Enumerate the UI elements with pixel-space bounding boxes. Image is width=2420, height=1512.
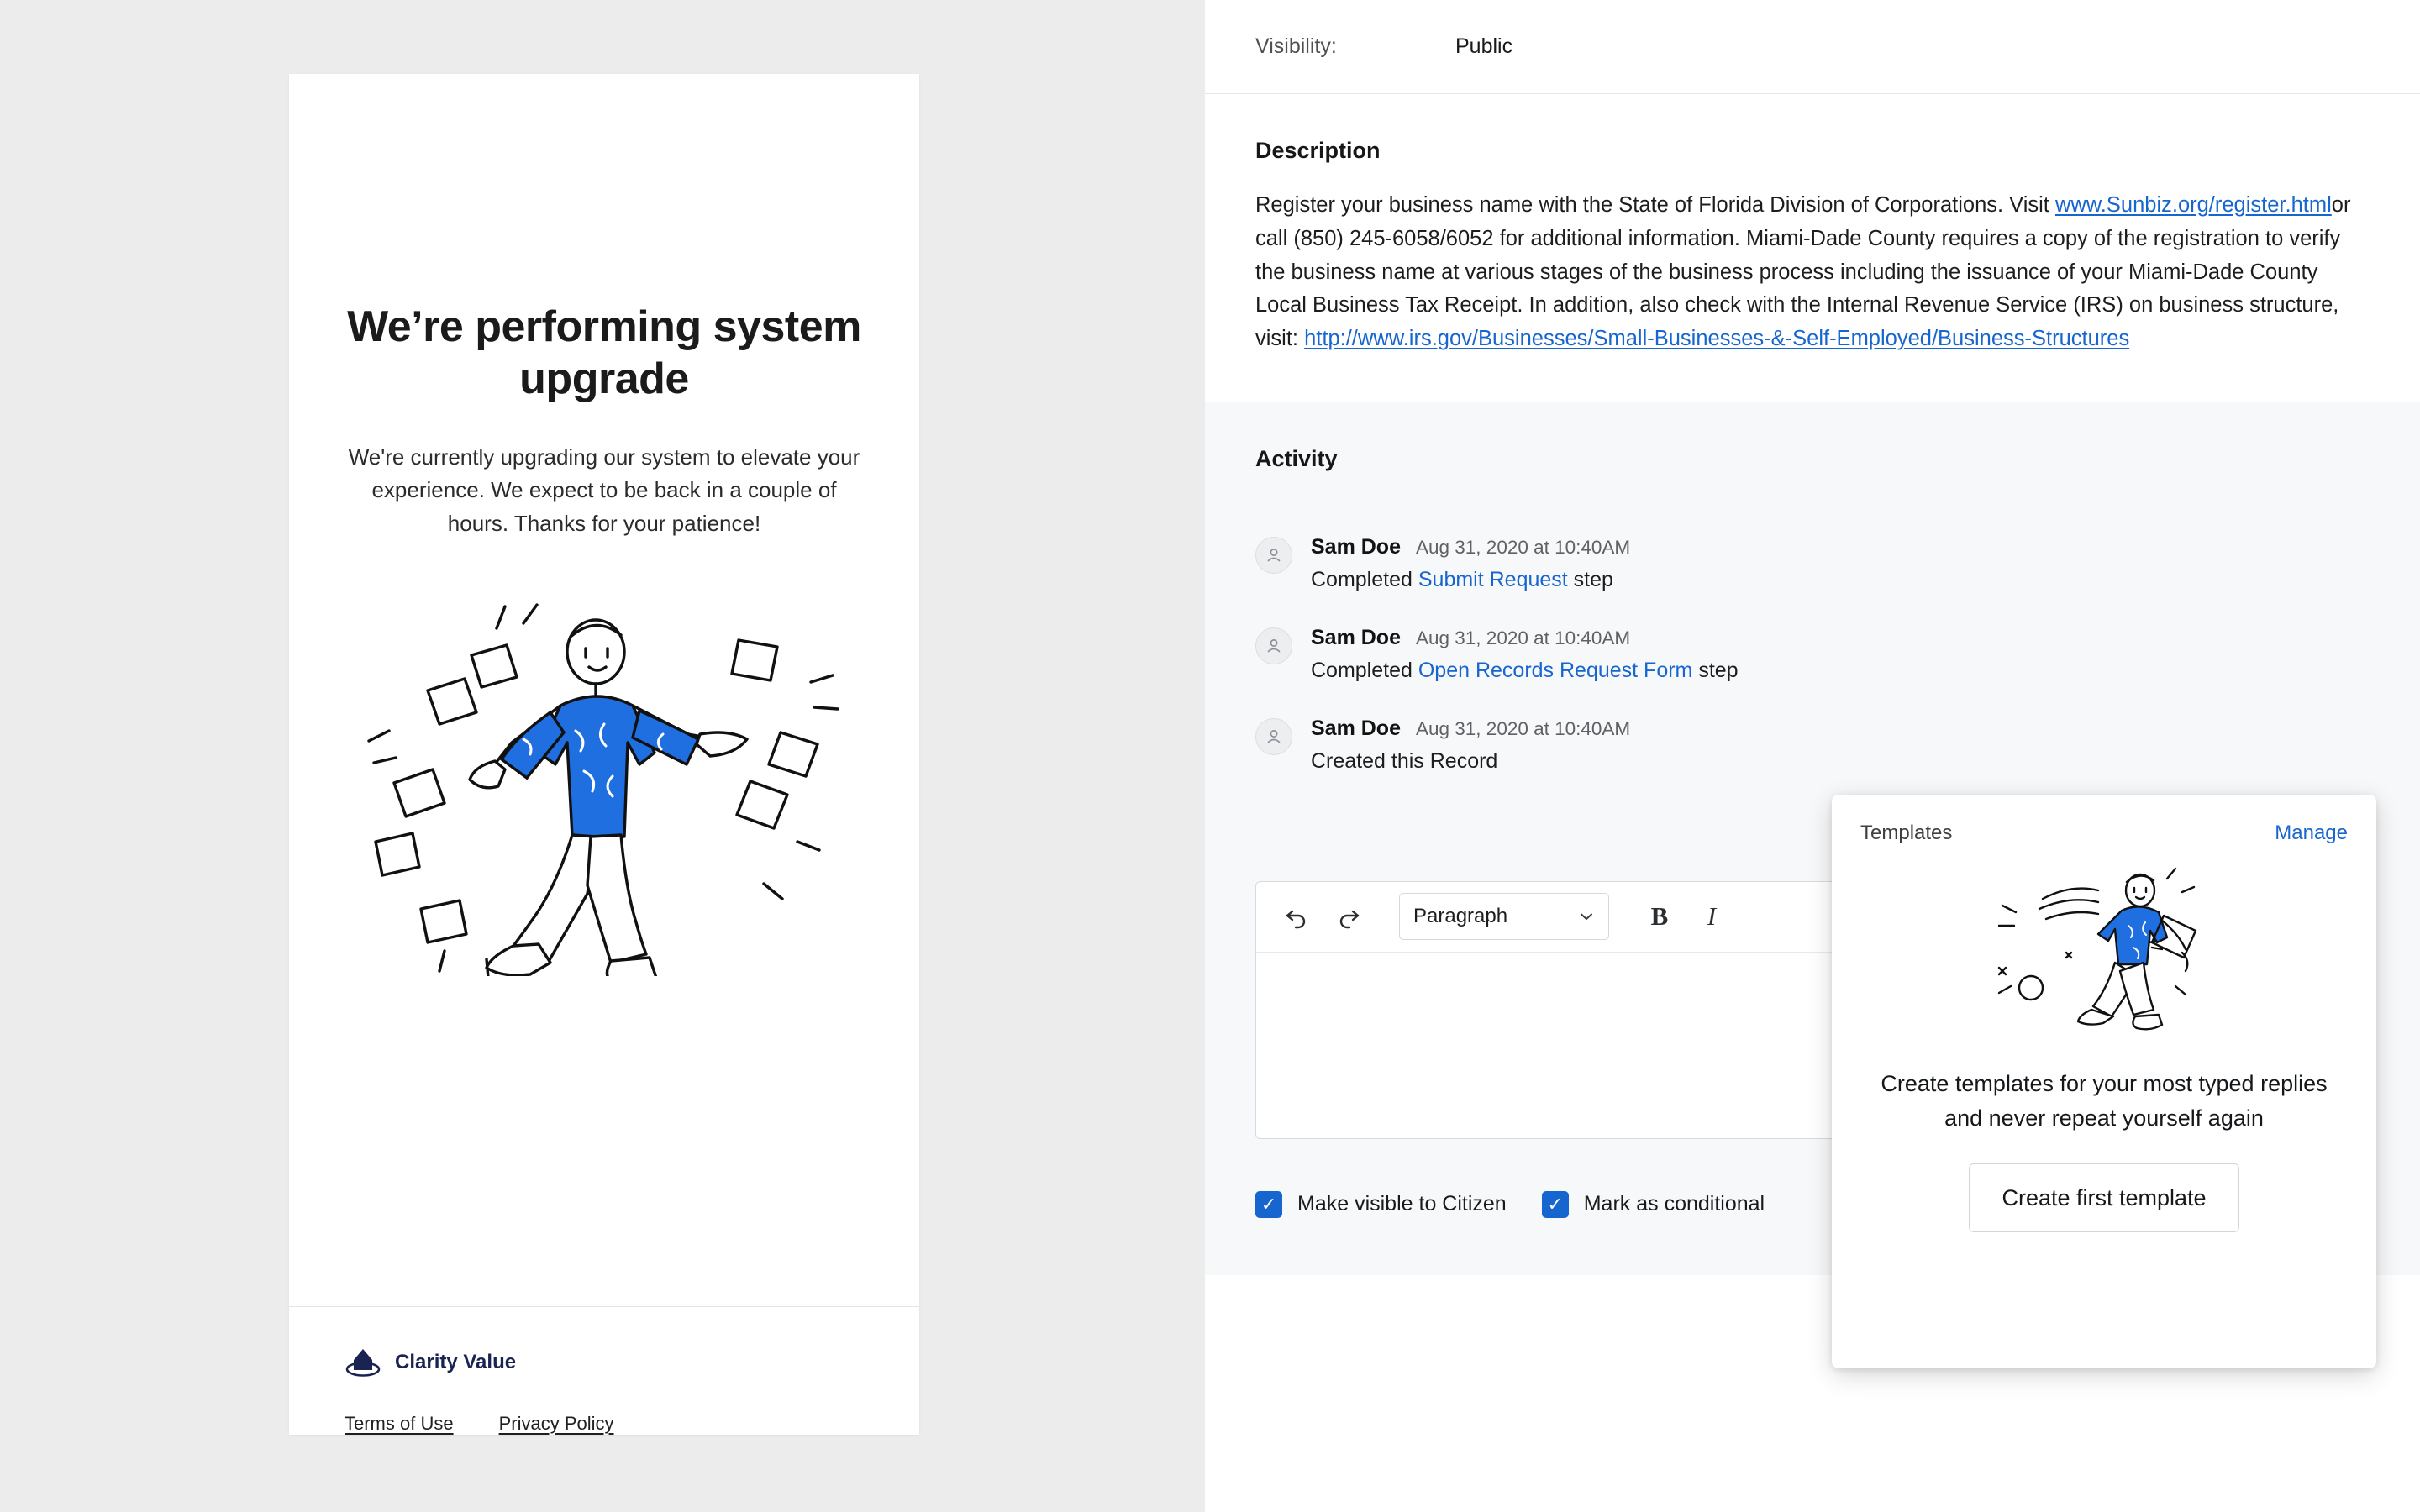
activity-description xyxy=(1311,659,2370,683)
templates-popover-header xyxy=(1832,795,2376,845)
activity-suffix: step xyxy=(1567,567,1613,591)
activity-body xyxy=(1311,717,2370,774)
bold-button[interactable]: B xyxy=(1638,895,1681,938)
activity-timestamp: Aug 31, 2020 at 10:40AM xyxy=(1415,536,1631,558)
activity-heading: Activity xyxy=(1255,445,1338,471)
brand xyxy=(345,1344,864,1381)
activity-user: Sam Doe xyxy=(1311,625,1401,649)
chevron-down-icon xyxy=(1578,908,1595,925)
activity-description: Created this Record xyxy=(1311,748,1498,773)
checkbox-checked-icon: ✓ xyxy=(1255,1191,1282,1218)
activity-head xyxy=(1311,626,2370,650)
italic-button[interactable]: I xyxy=(1690,895,1733,938)
activity-user: Sam Doe xyxy=(1311,534,1401,559)
manage-templates-link[interactable]: Manage xyxy=(2275,822,2348,844)
user-icon xyxy=(1265,727,1283,746)
activity-description xyxy=(1311,568,2370,592)
redo-arrow-icon xyxy=(1336,904,1361,929)
undo-arrow-icon xyxy=(1284,904,1309,929)
description-section xyxy=(1205,94,2420,402)
maintenance-pane xyxy=(0,0,1205,1512)
maintenance-content xyxy=(289,74,919,980)
activity-body xyxy=(1311,626,2370,683)
avatar xyxy=(1255,718,1292,755)
activity-prefix: Completed xyxy=(1311,658,1418,682)
maintenance-illustration xyxy=(335,585,873,980)
mark-conditional-checkbox[interactable] xyxy=(1542,1191,1765,1218)
activity-user: Sam Doe xyxy=(1311,716,1401,740)
create-first-template-button[interactable]: Create first template xyxy=(1969,1163,2238,1232)
paragraph-style-select[interactable] xyxy=(1399,893,1609,940)
description-part-2: or call (850) 245-6058/6052 for additional information. Miami-Dade County requires a copy of the registration to verify the business name at various stages of the business process including the issuance of your Miami-Dade County Local Business Tax Receipt. In addition, also check with the Internal Revenue Service (IRS) on business structure, visit: xyxy=(1255,193,2351,351)
activity-step-link[interactable]: Submit Request xyxy=(1418,567,1568,591)
activity-head xyxy=(1311,535,2370,559)
activity-item xyxy=(1255,535,2370,592)
maintenance-footer xyxy=(289,1306,919,1435)
legal-links xyxy=(345,1413,864,1435)
make-visible-checkbox[interactable] xyxy=(1255,1191,1507,1218)
activity-step-link[interactable]: Open Records Request Form xyxy=(1418,658,1693,682)
activity-timestamp: Aug 31, 2020 at 10:40AM xyxy=(1415,627,1631,648)
maintenance-title: We’re performing system upgrade xyxy=(347,302,861,404)
user-icon xyxy=(1265,637,1283,655)
activity-prefix: Completed xyxy=(1311,567,1418,591)
visibility-row xyxy=(1205,0,2420,94)
paragraph-style-value: Paragraph xyxy=(1413,905,1508,928)
person-with-paper-illustration xyxy=(1965,860,2243,1045)
maintenance-body: We're currently upgrading our system to elevate your experience. We expect to be back in a couple of hours. Thanks for your patience! xyxy=(348,444,860,536)
avatar xyxy=(1255,537,1292,574)
description-part-1: Register your business name with the State of Florida Division of Corporations. Visit xyxy=(1255,193,2055,217)
checkbox-checked-icon: ✓ xyxy=(1542,1191,1569,1218)
maintenance-card xyxy=(289,74,919,1435)
templates-illustration xyxy=(1832,860,2376,1045)
undo-icon[interactable] xyxy=(1275,895,1318,938)
irs-link[interactable]: http://www.irs.gov/Businesses/Small-Businesses-&-Self-Employed/Business-Structures xyxy=(1304,327,2130,351)
clarity-value-logo-icon xyxy=(345,1344,381,1381)
make-visible-label: Make visible to Citizen xyxy=(1297,1192,1507,1216)
templates-cta-wrap xyxy=(1832,1163,2376,1232)
activity-timestamp: Aug 31, 2020 at 10:40AM xyxy=(1415,717,1631,739)
activity-item xyxy=(1255,717,2370,774)
activity-item xyxy=(1255,626,2370,683)
activity-body xyxy=(1311,535,2370,592)
visibility-value: Public xyxy=(1455,34,1513,58)
templates-popover-copy: Create templates for your most typed replies and never repeat yourself again xyxy=(1881,1071,2328,1131)
brand-name: Clarity Value xyxy=(395,1351,517,1373)
sunbiz-link[interactable]: www.Sunbiz.org/register.html xyxy=(2054,193,2332,217)
description-text xyxy=(1255,189,2370,356)
templates-popover-title: Templates xyxy=(1860,822,1953,844)
user-icon xyxy=(1265,546,1283,564)
running-person-papers-illustration xyxy=(344,590,865,976)
templates-popover xyxy=(1832,795,2376,1368)
activity-suffix: step xyxy=(1692,658,1739,682)
redo-icon[interactable] xyxy=(1327,895,1370,938)
privacy-policy-link[interactable]: Privacy Policy xyxy=(498,1413,614,1434)
terms-of-use-link[interactable]: Terms of Use xyxy=(345,1413,454,1434)
description-heading: Description xyxy=(1255,138,1381,163)
mark-conditional-label: Mark as conditional xyxy=(1583,1192,1765,1216)
avatar xyxy=(1255,627,1292,664)
visibility-label: Visibility: xyxy=(1255,34,1337,58)
activity-head xyxy=(1311,717,2370,741)
